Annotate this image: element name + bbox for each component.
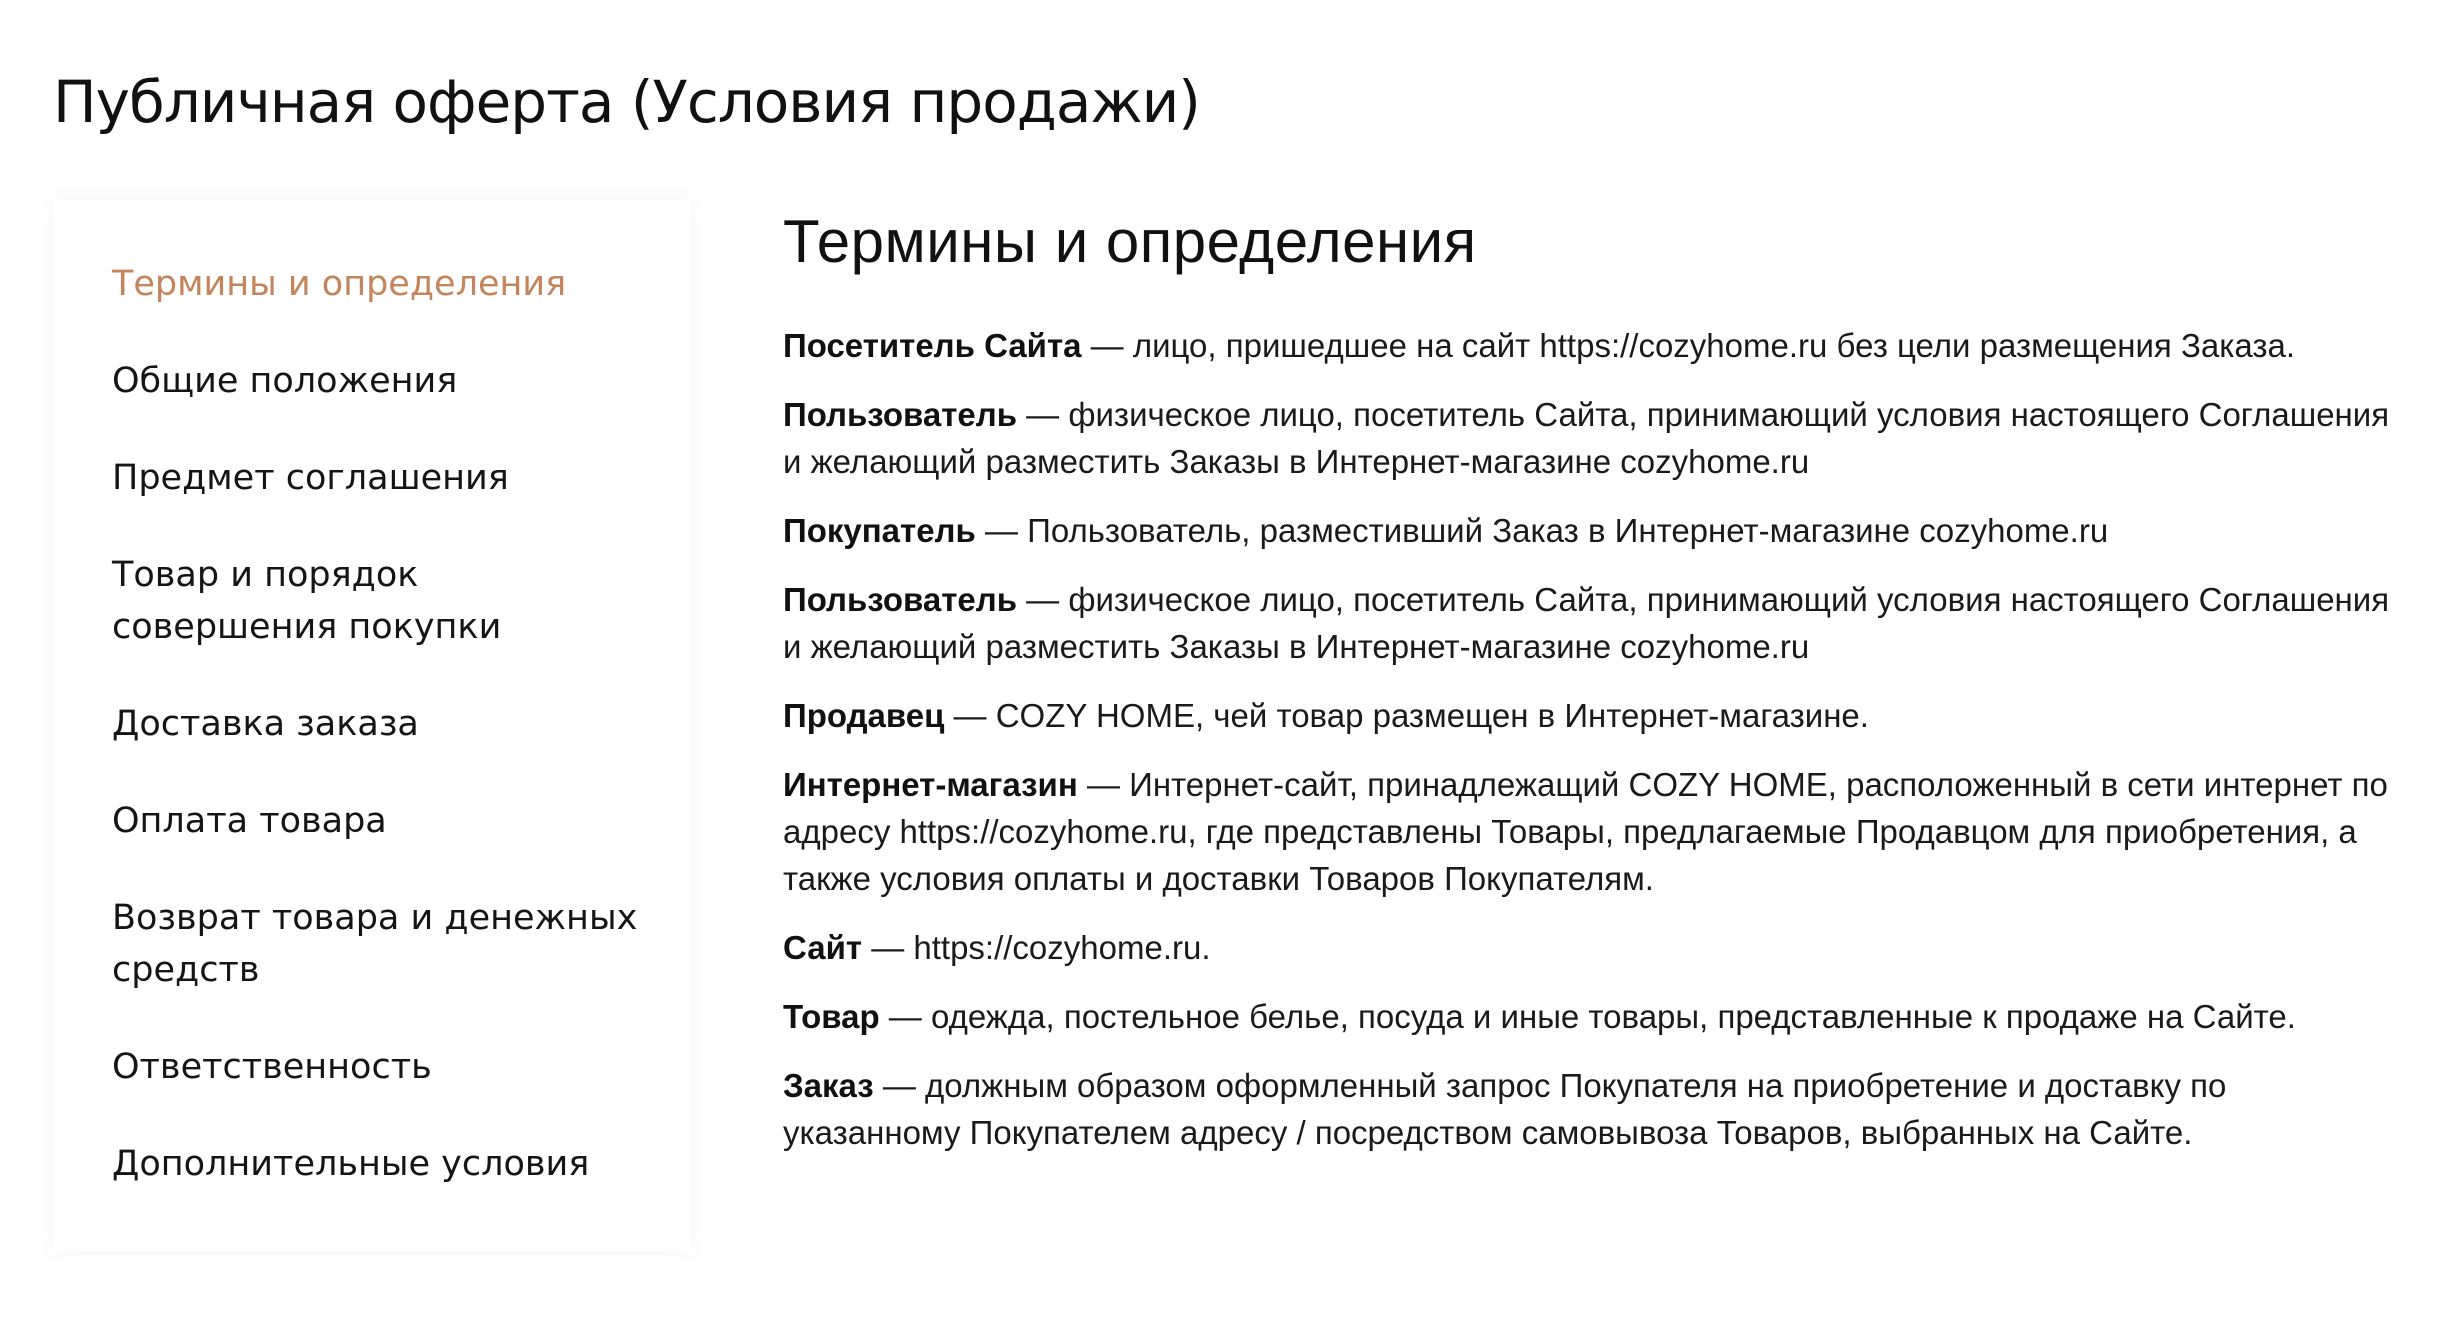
term-name: Посетитель Сайта (783, 327, 1082, 364)
sidebar-item-additional[interactable]: Дополнительные условия (112, 1144, 590, 1184)
term-definition (783, 692, 2413, 739)
term-definition (783, 322, 2413, 369)
term-definition (783, 576, 2413, 670)
sidebar-item-payment[interactable]: Оплата товара (112, 801, 387, 841)
sidebar-item-delivery[interactable]: Доставка заказа (112, 704, 419, 744)
content-section (783, 204, 2413, 1178)
term-text: — лицо, пришедшее на сайт https://cozyhome.ru без цели размещения Заказа. (1081, 327, 2296, 364)
term-text: — одежда, постельное белье, посуда и иные товары, представленные к продаже на Сайте. (879, 998, 2296, 1035)
term-text: — должным образом оформленный запрос Покупателя на приобретение и доставку по указанному Покупателем адресу / посредством самовывоза Товаров, выбранных на Сайте. (783, 1067, 2227, 1151)
sidebar-item-subject[interactable]: Предмет соглашения (112, 458, 509, 498)
term-definition (783, 507, 2413, 554)
term-definition (783, 924, 2413, 971)
term-name: Пользователь (783, 581, 1018, 618)
sidebar-item-returns[interactable]: Возврат товара и денежных средств (112, 898, 638, 990)
term-text: — Пользователь, разместивший Заказ в Интернет-магазине cozyhome.ru (975, 512, 2109, 549)
sidebar-item-general[interactable]: Общие положения (112, 361, 458, 401)
page-title: Публичная оферта (Условия продажи) (53, 68, 1200, 136)
term-name: Товар (783, 998, 880, 1035)
term-name: Покупатель (783, 512, 976, 549)
term-text: — физическое лицо, посетитель Сайта, принимающий условия настоящего Соглашения и желающий разместить Заказы в Интернет-магазине cozyhome.ru (783, 396, 2390, 480)
term-name: Интернет-магазин (783, 766, 1078, 803)
term-text: — COZY HOME, чей товар размещен в Интернет-магазине. (944, 697, 1869, 734)
term-text: — Интернет-сайт, принадлежащий COZY HOME, расположенный в сети интернет по адресу https://cozyhome.ru, где представлены Товары, предлагаемые Продавцом для приобретения, а также условия оплаты и доставки Товаров Покупателям. (783, 766, 2388, 897)
sidebar-item-goods-purchase[interactable]: Товар и порядок совершения покупки (112, 555, 502, 647)
term-text: — https://cozyhome.ru. (862, 929, 1211, 966)
sidebar-item-terms[interactable]: Термины и определения (112, 264, 567, 304)
term-definition (783, 761, 2413, 902)
term-name: Заказ (783, 1067, 874, 1104)
sidebar-nav (53, 200, 691, 1251)
term-definition (783, 391, 2413, 485)
term-name: Сайт (783, 929, 863, 966)
term-name: Пользователь (783, 396, 1018, 433)
term-definition (783, 1062, 2413, 1156)
section-heading: Термины и определения (783, 208, 1477, 275)
term-definition (783, 993, 2413, 1040)
sidebar-item-liability[interactable]: Ответственность (112, 1047, 432, 1087)
term-text: — физическое лицо, посетитель Сайта, принимающий условия настоящего Соглашения и желающий разместить Заказы в Интернет-магазине cozyhome.ru (783, 581, 2390, 665)
term-name: Продавец (783, 697, 945, 734)
